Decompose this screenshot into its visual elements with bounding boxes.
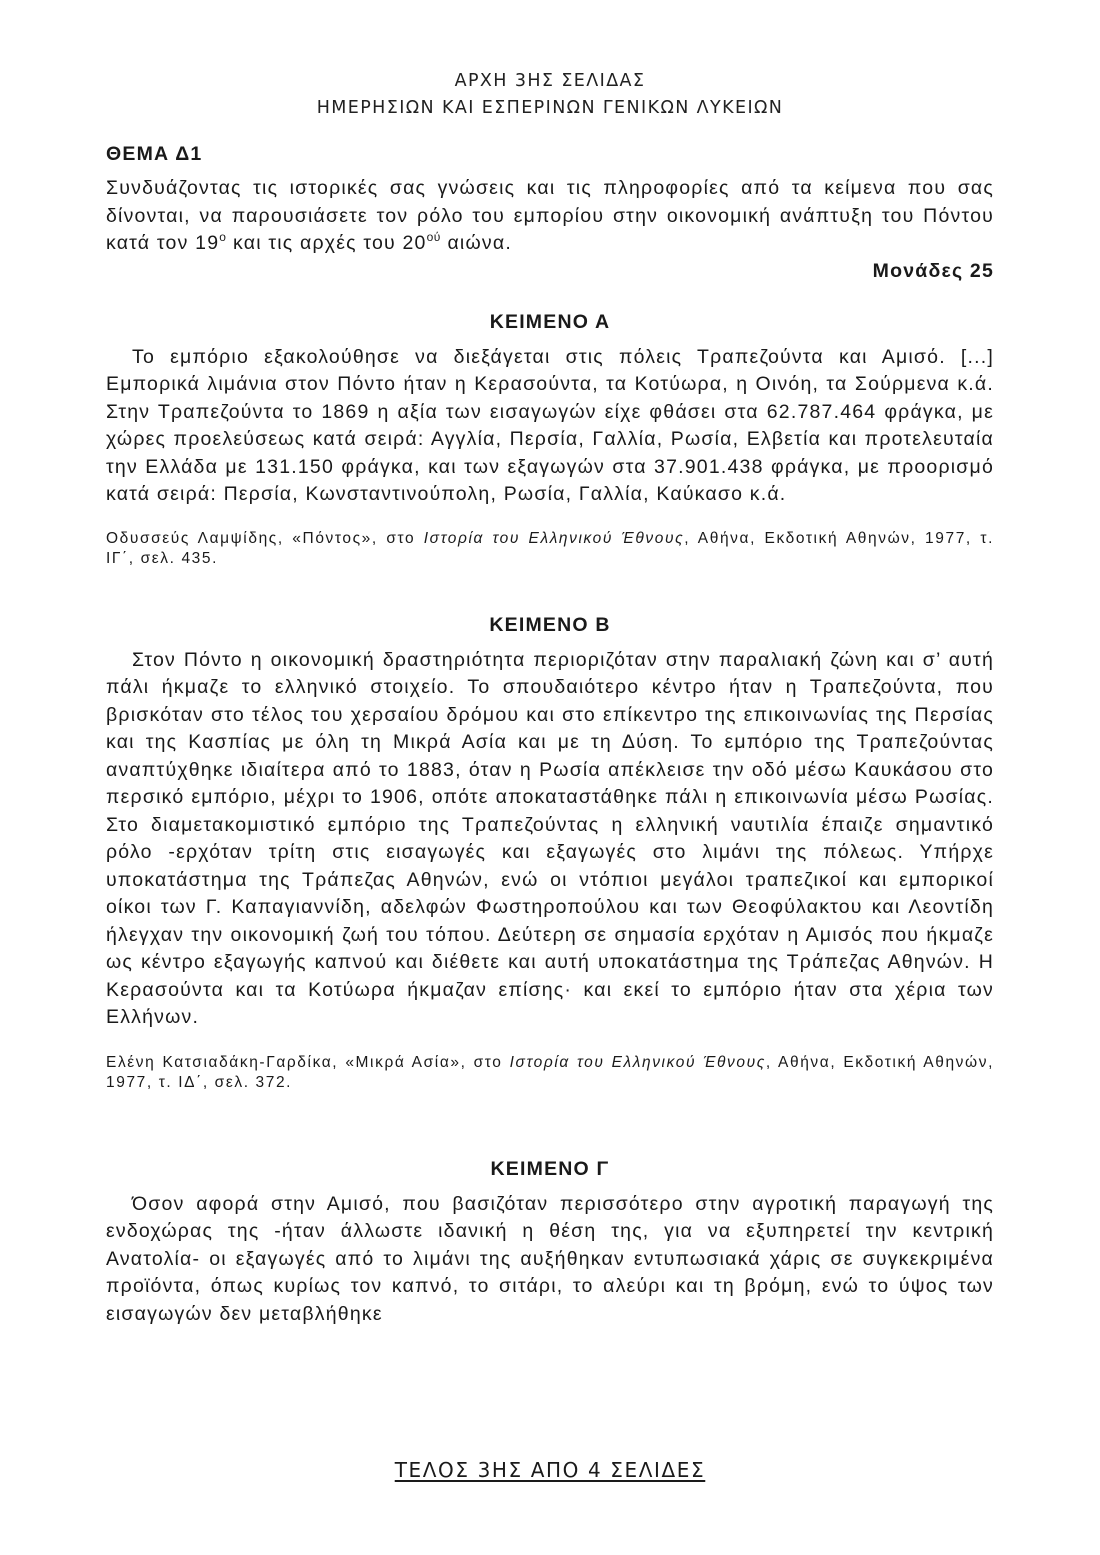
text-a-heading: ΚΕΙΜΕΝΟ Α (489, 310, 611, 333)
text-a-source-author: Οδυσσεύς Λαμψίδης, «Πόντος», στο (106, 529, 424, 547)
text-a-body: Το εμπόριο εξακολούθησε να διεξάγεται στις πόλεις Τραπεζούντα και Αμισό. [...] Εμπορικά λιμάνια στον Πόντο ήταν η Κερασούντα, τα Κοτύωρα, η Οινόη, τα Σούρμενα κ.ά. Στην Τραπεζούντα το 1869 η αξία των εισαγωγών είχε φθάσει στα 62.787.464 φράγκα, με χώρες προελεύσεως κατά σειρά: Αγγλία, Περσία, Γαλλία, Ρωσία, Ελβετία και προτελευταία την Ελλάδα με 131.150 φράγκα, και των εξαγωγών στα 37.901.438 φράγκα, με προορισμό κατά σειρά: Περσία, Κωνσταντινούπολη, Ρωσία, Γαλλία, Καύκασο κ.ά. (106, 345, 994, 505)
question-text-1: Συνδυάζοντας τις ιστορικές σας γνώσεις και τις πληροφορίες από τα κείμενα που σας δίνονται, να παρουσιάσετε τον ρόλο του εμπορίου στην οικονομική ανάπτυξη του Πόντου κατά τον 19 (106, 177, 994, 254)
text-b-source (106, 1053, 994, 1094)
text-a-source (106, 529, 994, 570)
text-b-body: Στον Πόντο η οικονομική δραστηριότητα περιοριζόταν στην παραλιακή ζώνη και σ’ αυτή πάλι ήκμαζε το ελληνικό στοιχείο. Το σπουδαιότερο κέντρο ήταν η Τραπεζούντα, που βρισκόταν στο τέλος του χερσαίου δρόμου και στο επίκεντρο της επικοινωνίας της Περσίας και της Κασπίας με όλη τη Μικρά Ασία και με τη Δύση. Το εμπόριο της Τραπεζούντας αναπτύχθηκε ιδιαίτερα από το 1883, όταν η Ρωσία απέκλεισε την οδό μέσω Καυκάσου στο περσικό εμπόριο, μέχρι το 1906, οπότε αποκαταστάθηκε πάλι η επικοινωνία μέσω Ρωσίας. Στο διαμετακομιστικό εμπόριο της Τραπεζούντας η ελληνική ναυτιλία έπαιζε σημαντικό ρόλο -ερχόταν τρίτη στις εισαγωγές και εξαγωγές στο λιμάνι της πόλεως. Υπήρχε υποκατάστημα της Τράπεζας Αθηνών, ενώ οι ντόπιοι μεγάλοι τραπεζικοί και εμπορικοί οίκοι των Γ. Καπαγιαννίδη, αδελφών Φωστηροπούλου και των Θεοφύλακτου και Λεοντίδη ήλεγχαν την οικονομική ζωή του τόπου. Δεύτερη σε σημασία ερχόταν η Αμισός που ήκμαζε ως κέντρο εξαγωγής καπνού και διέθετε και αυτή υποκατάστημα της Τράπεζας Αθηνών. Η Κερασούντα και τα Κοτύωρα ήκμαζαν επίσης· και εκεί το εμπόριο ήταν στα χέρια των Ελλήνων. (106, 648, 994, 1028)
text-a-source-title: Ιστορία του Ελληνικού Έθνους (423, 529, 685, 547)
header-page-start: ΑΡΧΗ 3ΗΣ ΣΕΛΙΔΑΣ (454, 71, 646, 91)
page-footer (0, 1458, 1100, 1482)
text-b-source-author: Ελένη Κατσιαδάκη-Γαρδίκα, «Μικρά Ασία», στο (106, 1053, 510, 1071)
text-b-source-details: , Αθήνα, Εκδοτική Αθηνών, 1977, τ. ΙΔ΄, σελ. 372. (106, 1053, 994, 1091)
page-header (106, 68, 994, 122)
footer-page-end: ΤΕΛΟΣ 3ΗΣ ΑΠΟ 4 ΣΕΛΙΔΕΣ (394, 1458, 706, 1482)
text-c-body: Όσον αφορά στην Αμισό, που βασιζόταν περισσότερο στην αγροτική παραγωγή της ενδοχώρας της -ήταν άλλωστε ιδανική η θέση της, για να εξυπηρετεί την κεντρική Ανατολία- οι εξαγωγές από το λιμάνι της αυξήθηκαν εντυπωσιακά χάρις σε συγκεκριμένα προϊόντα, όπως κυρίως τον καπνό, το σιτάρι, το αλεύρι και τη βρόμη, ενώ το ύψος των εισαγωγών δεν μεταβλήθηκε (106, 1192, 994, 1325)
theme-title: ΘΕΜΑ Δ1 (106, 143, 203, 165)
ordinal-19: ο (219, 230, 227, 244)
ordinal-20: ού (426, 230, 441, 244)
text-b-heading: ΚΕΙΜΕΝΟ Β (489, 613, 611, 636)
units-label: Μονάδες 25 (872, 259, 994, 282)
question-text-2: και τις αρχές του 20 (226, 232, 427, 254)
text-b-source-title: Ιστορία του Ελληνικού Έθνους (509, 1053, 766, 1071)
question-text-3: αιώνα. (440, 232, 512, 254)
header-school-type: ΗΜΕΡΗΣΙΩΝ ΚΑΙ ΕΣΠΕΡΙΝΩΝ ΓΕΝΙΚΩΝ ΛΥΚΕΙΩΝ (316, 98, 784, 118)
text-a-source-details: , Αθήνα, Εκδοτική Αθηνών, 1977, τ. ΙΓ΄, σελ. 435. (106, 529, 994, 567)
text-c-heading: ΚΕΙΜΕΝΟ Γ (490, 1157, 610, 1180)
theme-question (106, 175, 994, 258)
